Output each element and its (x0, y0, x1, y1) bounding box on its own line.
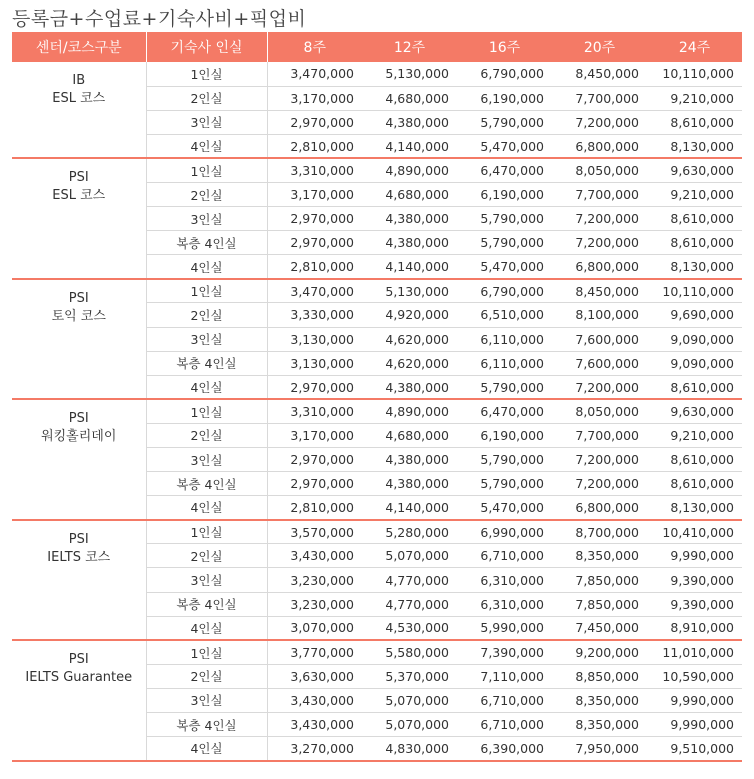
price-cell: 5,130,000 (362, 62, 457, 86)
price-cell: 7,700,000 (552, 423, 647, 447)
price-cell: 6,110,000 (457, 351, 552, 375)
price-cell: 7,200,000 (552, 207, 647, 231)
center-name: PSI (68, 411, 89, 427)
price-cell: 3,770,000 (267, 640, 362, 664)
room-type-cell: 복층 4인실 (146, 231, 267, 255)
price-cell: 7,700,000 (552, 86, 647, 110)
price-cell: 2,970,000 (267, 448, 362, 472)
price-cell: 9,510,000 (647, 737, 742, 761)
price-cell: 5,370,000 (362, 664, 457, 688)
course-cell (12, 62, 146, 158)
header-course-type: 센터/코스구분 (12, 32, 146, 62)
room-type-cell: 1인실 (146, 62, 267, 86)
price-cell: 4,920,000 (362, 303, 457, 327)
price-cell: 6,470,000 (457, 158, 552, 182)
room-type-cell: 3인실 (146, 110, 267, 134)
course-cell (12, 279, 146, 399)
room-type-cell: 2인실 (146, 303, 267, 327)
price-cell: 4,770,000 (362, 592, 457, 616)
price-cell: 9,630,000 (647, 158, 742, 182)
room-type-cell: 2인실 (146, 182, 267, 206)
price-cell: 7,600,000 (552, 351, 647, 375)
price-cell: 8,610,000 (647, 448, 742, 472)
price-cell: 8,130,000 (647, 134, 742, 158)
price-cell: 4,140,000 (362, 134, 457, 158)
price-cell: 4,380,000 (362, 375, 457, 399)
header-20-weeks: 20주 (552, 32, 647, 62)
header-24-weeks: 24주 (647, 32, 742, 62)
price-cell: 6,310,000 (457, 568, 552, 592)
room-type-cell: 4인실 (146, 375, 267, 399)
room-type-cell: 2인실 (146, 544, 267, 568)
room-type-cell: 1인실 (146, 640, 267, 664)
table-row (12, 399, 742, 423)
price-cell: 9,200,000 (552, 640, 647, 664)
price-cell: 5,790,000 (457, 110, 552, 134)
table-row (12, 279, 742, 303)
price-cell: 4,770,000 (362, 568, 457, 592)
price-cell: 4,620,000 (362, 327, 457, 351)
price-cell: 8,350,000 (552, 713, 647, 737)
header-16-weeks: 16주 (457, 32, 552, 62)
price-cell: 7,600,000 (552, 327, 647, 351)
price-cell: 7,200,000 (552, 375, 647, 399)
price-cell: 8,050,000 (552, 399, 647, 423)
course-cell (12, 399, 146, 519)
price-cell: 4,140,000 (362, 496, 457, 520)
price-cell: 5,470,000 (457, 134, 552, 158)
price-cell: 3,170,000 (267, 86, 362, 110)
price-cell: 3,310,000 (267, 399, 362, 423)
room-type-cell: 복층 4인실 (146, 472, 267, 496)
price-cell: 10,110,000 (647, 62, 742, 86)
price-cell: 7,700,000 (552, 182, 647, 206)
price-cell: 4,530,000 (362, 616, 457, 640)
price-cell: 3,310,000 (267, 158, 362, 182)
room-type-cell: 4인실 (146, 134, 267, 158)
price-cell: 8,700,000 (552, 520, 647, 544)
price-cell: 9,990,000 (647, 688, 742, 712)
table-header-row (12, 32, 742, 62)
table-row (12, 62, 742, 86)
price-cell: 3,270,000 (267, 737, 362, 761)
header-room-type: 기숙사 인실 (146, 32, 267, 62)
price-cell: 9,090,000 (647, 327, 742, 351)
price-cell: 4,890,000 (362, 399, 457, 423)
price-cell: 9,390,000 (647, 568, 742, 592)
price-cell: 6,190,000 (457, 182, 552, 206)
price-cell: 2,970,000 (267, 375, 362, 399)
room-type-cell: 4인실 (146, 255, 267, 279)
price-cell: 5,790,000 (457, 375, 552, 399)
course-name: IELTS 코스 (47, 549, 111, 565)
room-type-cell: 2인실 (146, 664, 267, 688)
price-cell: 9,390,000 (647, 592, 742, 616)
course-name: ESL 코스 (52, 91, 106, 106)
price-cell: 4,380,000 (362, 448, 457, 472)
course-cell (12, 640, 146, 760)
price-cell: 2,970,000 (267, 231, 362, 255)
price-cell: 7,110,000 (457, 664, 552, 688)
price-cell: 2,810,000 (267, 255, 362, 279)
price-cell: 5,470,000 (457, 496, 552, 520)
price-cell: 6,990,000 (457, 520, 552, 544)
price-cell: 3,170,000 (267, 423, 362, 447)
price-cell: 11,010,000 (647, 640, 742, 664)
price-cell: 9,090,000 (647, 351, 742, 375)
price-cell: 3,430,000 (267, 713, 362, 737)
price-cell: 7,850,000 (552, 568, 647, 592)
center-name: PSI (68, 170, 89, 186)
price-cell: 3,130,000 (267, 351, 362, 375)
price-cell: 6,310,000 (457, 592, 552, 616)
room-type-cell: 1인실 (146, 279, 267, 303)
room-type-cell: 4인실 (146, 737, 267, 761)
price-cell: 7,200,000 (552, 231, 647, 255)
room-type-cell: 복층 4인실 (146, 713, 267, 737)
price-cell: 4,620,000 (362, 351, 457, 375)
price-cell: 3,470,000 (267, 279, 362, 303)
course-name: IELTS Guarantee (25, 670, 133, 686)
price-cell: 5,580,000 (362, 640, 457, 664)
price-cell: 5,790,000 (457, 472, 552, 496)
room-type-cell: 4인실 (146, 616, 267, 640)
price-cell: 6,390,000 (457, 737, 552, 761)
price-cell: 3,570,000 (267, 520, 362, 544)
price-cell: 3,330,000 (267, 303, 362, 327)
price-cell: 3,230,000 (267, 592, 362, 616)
price-cell: 6,790,000 (457, 279, 552, 303)
course-name: 토익 코스 (51, 308, 106, 324)
room-type-cell: 1인실 (146, 399, 267, 423)
price-cell: 6,510,000 (457, 303, 552, 327)
center-name: PSI (68, 652, 89, 668)
price-cell: 8,850,000 (552, 664, 647, 688)
room-type-cell: 3인실 (146, 688, 267, 712)
price-cell: 4,830,000 (362, 737, 457, 761)
center-name: IB (72, 73, 86, 88)
price-cell: 8,130,000 (647, 496, 742, 520)
price-cell: 9,690,000 (647, 303, 742, 327)
course-cell (12, 158, 146, 278)
table-row (12, 520, 742, 544)
price-cell: 7,390,000 (457, 640, 552, 664)
room-type-cell: 4인실 (146, 496, 267, 520)
price-cell: 6,710,000 (457, 713, 552, 737)
price-table (12, 32, 742, 762)
price-cell: 5,070,000 (362, 544, 457, 568)
price-cell: 9,630,000 (647, 399, 742, 423)
price-cell: 6,710,000 (457, 544, 552, 568)
price-cell: 3,430,000 (267, 544, 362, 568)
price-cell: 4,380,000 (362, 231, 457, 255)
price-cell: 7,200,000 (552, 448, 647, 472)
price-cell: 3,470,000 (267, 62, 362, 86)
price-cell: 4,890,000 (362, 158, 457, 182)
price-cell: 5,130,000 (362, 279, 457, 303)
price-cell: 4,380,000 (362, 110, 457, 134)
header-12-weeks: 12주 (362, 32, 457, 62)
room-type-cell: 3인실 (146, 207, 267, 231)
price-cell: 8,610,000 (647, 207, 742, 231)
price-cell: 5,070,000 (362, 713, 457, 737)
price-cell: 3,630,000 (267, 664, 362, 688)
price-cell: 8,350,000 (552, 544, 647, 568)
price-cell: 7,850,000 (552, 592, 647, 616)
price-cell: 6,800,000 (552, 255, 647, 279)
price-cell: 3,170,000 (267, 182, 362, 206)
price-cell: 6,110,000 (457, 327, 552, 351)
price-cell: 5,070,000 (362, 688, 457, 712)
price-cell: 5,470,000 (457, 255, 552, 279)
page-title: 등록금+수업료+기숙사비+픽업비 (12, 8, 307, 30)
table-body (12, 62, 742, 761)
price-cell: 6,710,000 (457, 688, 552, 712)
price-cell: 8,610,000 (647, 472, 742, 496)
price-cell: 8,610,000 (647, 110, 742, 134)
price-cell: 8,130,000 (647, 255, 742, 279)
room-type-cell: 2인실 (146, 86, 267, 110)
price-cell: 2,970,000 (267, 110, 362, 134)
header-8-weeks: 8주 (267, 32, 362, 62)
price-cell: 5,790,000 (457, 231, 552, 255)
price-cell: 4,140,000 (362, 255, 457, 279)
price-cell: 3,070,000 (267, 616, 362, 640)
price-cell: 2,970,000 (267, 207, 362, 231)
price-cell: 4,680,000 (362, 182, 457, 206)
price-cell: 3,230,000 (267, 568, 362, 592)
price-cell: 2,810,000 (267, 496, 362, 520)
price-cell: 4,380,000 (362, 207, 457, 231)
room-type-cell: 복층 4인실 (146, 592, 267, 616)
price-cell: 4,680,000 (362, 423, 457, 447)
price-cell: 8,450,000 (552, 279, 647, 303)
price-cell: 8,350,000 (552, 688, 647, 712)
price-cell: 7,200,000 (552, 472, 647, 496)
price-cell: 9,990,000 (647, 544, 742, 568)
price-cell: 7,950,000 (552, 737, 647, 761)
price-cell: 8,610,000 (647, 231, 742, 255)
price-cell: 5,790,000 (457, 207, 552, 231)
room-type-cell: 3인실 (146, 568, 267, 592)
price-cell: 6,790,000 (457, 62, 552, 86)
price-cell: 9,210,000 (647, 86, 742, 110)
price-cell: 9,990,000 (647, 713, 742, 737)
room-type-cell: 2인실 (146, 423, 267, 447)
price-cell: 8,910,000 (647, 616, 742, 640)
room-type-cell: 복층 4인실 (146, 351, 267, 375)
price-cell: 3,130,000 (267, 327, 362, 351)
price-cell: 2,810,000 (267, 134, 362, 158)
price-cell: 6,800,000 (552, 134, 647, 158)
price-cell: 7,200,000 (552, 110, 647, 134)
price-cell: 4,380,000 (362, 472, 457, 496)
price-cell: 8,610,000 (647, 375, 742, 399)
price-cell: 8,100,000 (552, 303, 647, 327)
course-cell (12, 520, 146, 640)
price-cell: 10,110,000 (647, 279, 742, 303)
price-cell: 7,450,000 (552, 616, 647, 640)
price-cell: 6,800,000 (552, 496, 647, 520)
price-cell: 3,430,000 (267, 688, 362, 712)
course-name: 워킹홀리데이 (41, 429, 117, 445)
price-cell: 8,450,000 (552, 62, 647, 86)
center-name: PSI (68, 531, 89, 547)
room-type-cell: 3인실 (146, 448, 267, 472)
price-cell: 5,790,000 (457, 448, 552, 472)
price-cell: 6,190,000 (457, 423, 552, 447)
price-cell: 10,410,000 (647, 520, 742, 544)
room-type-cell: 3인실 (146, 327, 267, 351)
price-cell: 6,190,000 (457, 86, 552, 110)
price-cell: 9,210,000 (647, 182, 742, 206)
table-row (12, 158, 742, 182)
room-type-cell: 1인실 (146, 158, 267, 182)
price-cell: 5,990,000 (457, 616, 552, 640)
table-row (12, 640, 742, 664)
price-cell: 4,680,000 (362, 86, 457, 110)
price-cell: 5,280,000 (362, 520, 457, 544)
course-name: ESL 코스 (52, 188, 106, 204)
room-type-cell: 1인실 (146, 520, 267, 544)
price-cell: 9,210,000 (647, 423, 742, 447)
price-cell: 2,970,000 (267, 472, 362, 496)
price-cell: 8,050,000 (552, 158, 647, 182)
price-cell: 10,590,000 (647, 664, 742, 688)
price-cell: 6,470,000 (457, 399, 552, 423)
center-name: PSI (68, 290, 89, 306)
